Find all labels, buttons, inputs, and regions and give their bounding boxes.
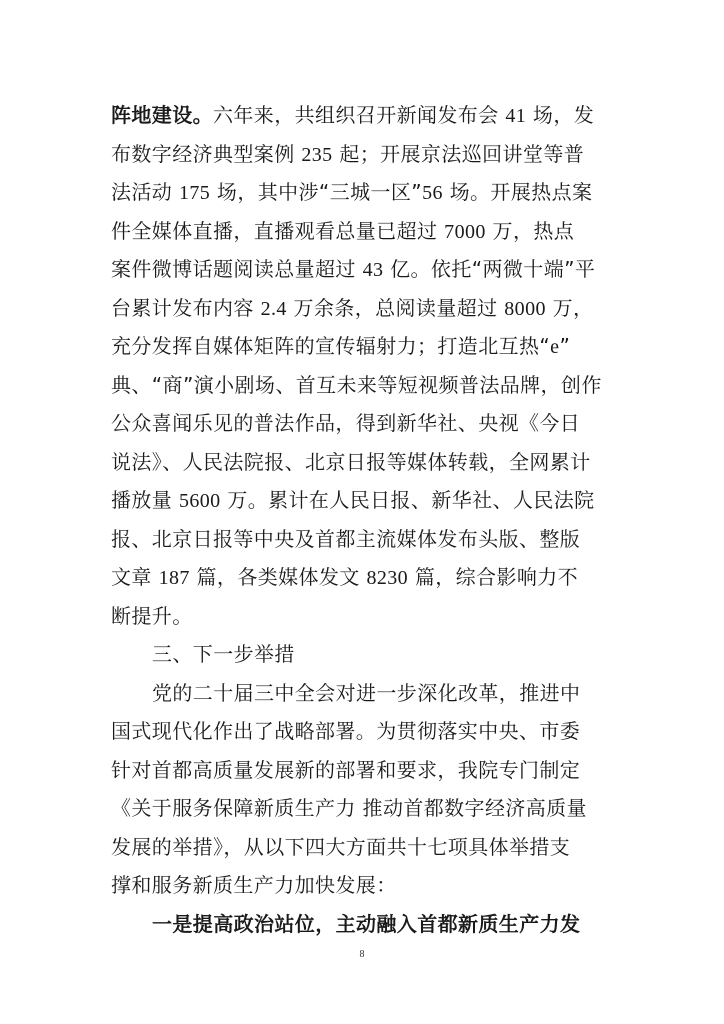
text-line (111, 751, 616, 790)
text-line (111, 135, 616, 174)
latin-run: 187 (158, 567, 190, 589)
text-line (111, 366, 616, 405)
text-run: 发展的举措》，从以下四大方面共十七项具体举措支 (111, 834, 571, 859)
text-run: 说法》、人民法院报、北京日报等媒体转载，全网累计 (111, 449, 591, 474)
text-run: 《关于服务保障新质生产力 推动首都数字经济高质量 (111, 796, 587, 820)
text-line (111, 404, 616, 443)
latin-run: 175 (178, 182, 211, 204)
bold-text-run: 阵地建设。 (111, 103, 213, 127)
text-line (111, 558, 616, 597)
text-line (111, 712, 616, 751)
text-run: 针对首都高质量发展新的部署和要求，我院专门制定 (111, 757, 581, 782)
text-run: 台累计发布内容 2.4 万余条，总阅读量超过 8000 万， (111, 295, 594, 320)
text-run: 断提升。 (111, 603, 193, 628)
text-line (111, 789, 616, 828)
text-run: 报、北京日报等中央及首都主流媒体发布头版、整版 (111, 526, 581, 551)
bold-text-run: 一是提高政治站位，主动融入首都新质生产力发 (152, 911, 581, 936)
text-line (111, 520, 616, 559)
text-run: 案件微博话题阅读总量超过 43 亿。依托“两微十端”平 (111, 257, 596, 281)
text-run: 充分发挥自媒体矩阵的宣传辐射力；打造北互热“e” (111, 334, 571, 358)
text-line (111, 327, 616, 366)
latin-run: 8230 (366, 567, 409, 589)
latin-run: 2.4 (260, 297, 287, 320)
latin-run: e (550, 336, 560, 358)
text-line (111, 443, 616, 482)
text-run: 撑和服务新质生产力加快发展： (111, 873, 397, 897)
text-line (111, 674, 616, 713)
page-number: 8 (359, 949, 365, 960)
text-run: 三、下一步举措 (152, 642, 295, 666)
text-run: 公众喜闻乐见的普法作品，得到新华社、央视《今日 (111, 411, 581, 435)
text-line (111, 481, 616, 520)
text-line (111, 828, 616, 867)
text-run: 六年来，共组织召开新闻发布会 41 场，发 (213, 103, 595, 127)
text-line (111, 96, 616, 135)
text-line (111, 635, 616, 674)
text-run: 布数字经济典型案例 235 起；开展京法巡回讲堂等普 (111, 141, 585, 166)
text-run: 典、“商”演小剧场、首互未来等短视频普法品牌，创作 (111, 372, 602, 397)
latin-run: 5600 (178, 490, 221, 512)
text-run: 党的二十届三中全会对进一步深化改革，推进中 (152, 680, 581, 705)
text-run: 文章 187 篇，各类媒体发文 8230 篇，综合影响力不 (111, 565, 579, 589)
text-run: 法活动 175 场，其中涉“三城一区”56 场。开展热点案 (111, 180, 593, 204)
text-line (111, 250, 616, 289)
text-line (111, 289, 616, 328)
text-run: 播放量 5600 万。累计在人民日报、新华社、人民法院 (111, 488, 595, 512)
latin-run: 7000 (444, 220, 486, 243)
document-body (111, 96, 616, 943)
text-line (111, 173, 616, 212)
text-line (111, 212, 616, 251)
text-line (111, 866, 616, 905)
text-run: 国式现代化作出了战略部署。为贯彻落实中央、市委 (111, 719, 581, 743)
latin-run: 56 (422, 182, 443, 204)
latin-run: 43 (362, 259, 384, 281)
text-line (111, 597, 616, 636)
latin-run: 8000 (504, 297, 546, 320)
text-run: 件全媒体直播，直播观看总量已超过 7000 万，热点 (111, 218, 575, 243)
latin-run: 41 (505, 105, 527, 127)
text-line (111, 905, 616, 944)
latin-run: 235 (301, 143, 333, 166)
